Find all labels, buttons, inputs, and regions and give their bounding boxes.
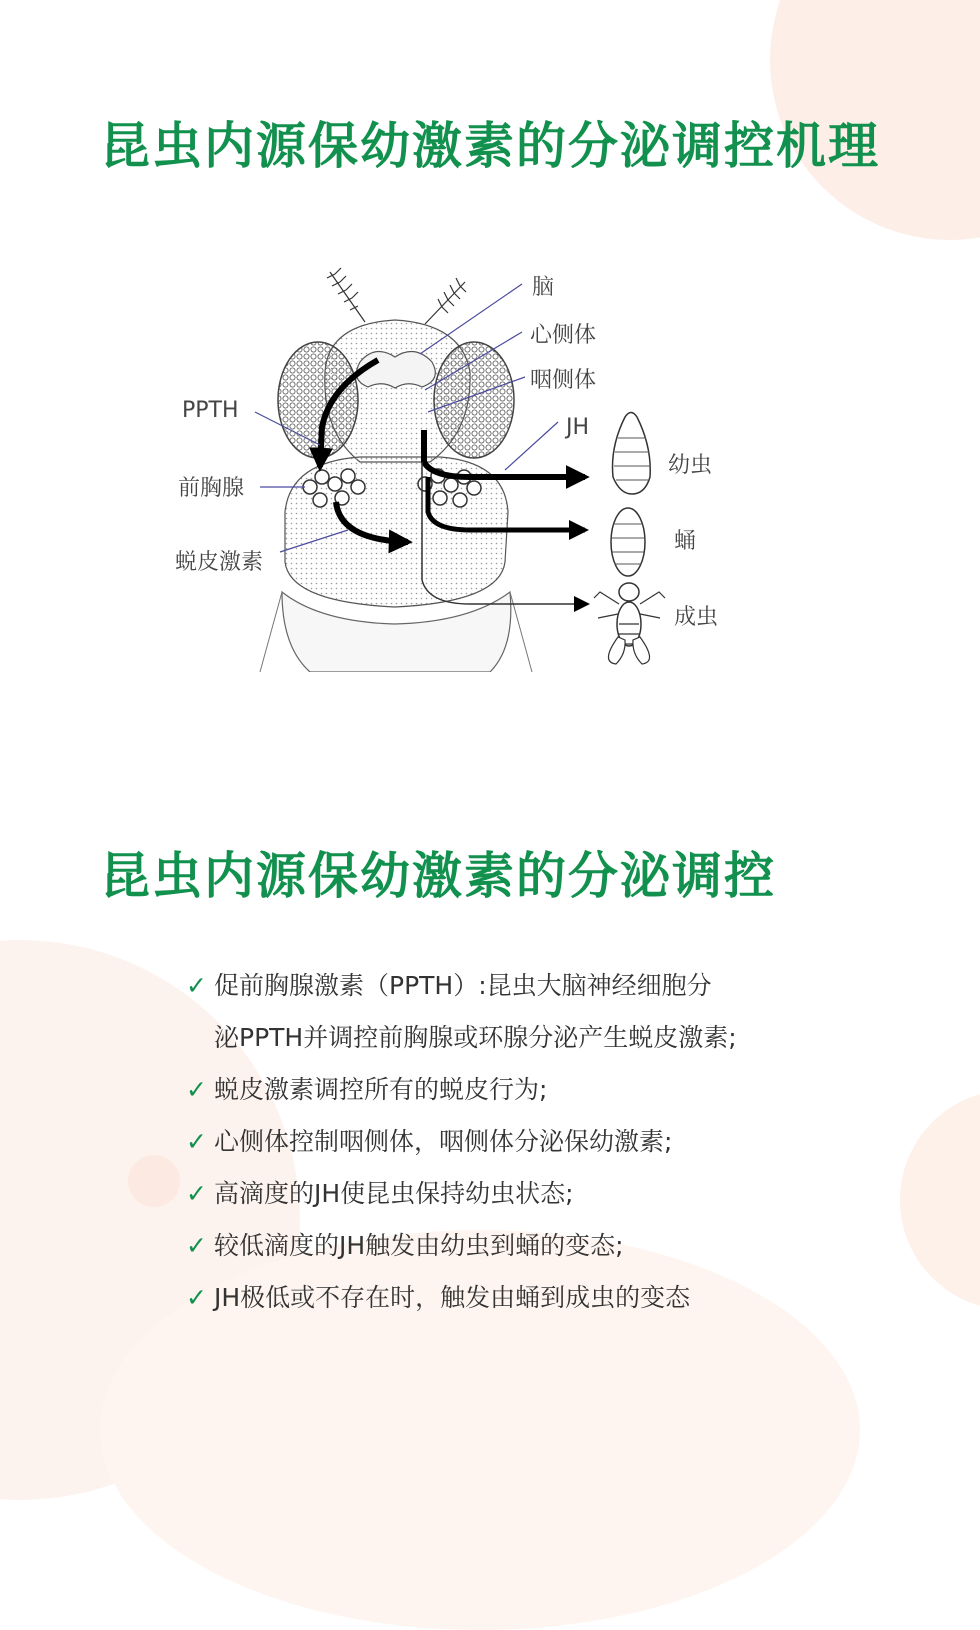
bullet-list	[186, 960, 906, 1324]
section-title: 昆虫内源保幼激素的分泌调控	[100, 847, 776, 905]
bullet-text: 较低滴度的JH触发由幼虫到蛹的变态;	[214, 1231, 624, 1260]
check-icon: ✓	[186, 1283, 207, 1312]
bullet-text: 蜕皮激素调控所有的蜕皮行为;	[214, 1075, 548, 1104]
label-adult: 成虫	[674, 605, 719, 630]
bullet-item-continuation	[186, 1012, 906, 1064]
label-ppth: PPTH	[182, 398, 239, 423]
check-icon: ✓	[186, 971, 207, 1000]
pupa-illustration	[611, 508, 645, 576]
bullet-text: JH极低或不存在时，触发由蛹到成虫的变态	[214, 1283, 691, 1312]
label-larva: 幼虫	[668, 453, 713, 478]
compound-eye-left	[278, 342, 358, 458]
label-brain: 脑	[532, 275, 555, 300]
bullet-item	[186, 1116, 906, 1168]
check-icon: ✓	[186, 1127, 207, 1156]
compound-eye-right	[434, 342, 514, 458]
background-blob-right	[900, 1090, 980, 1310]
bullet-item	[186, 1064, 906, 1116]
brain-lobes	[356, 352, 435, 388]
larva-illustration	[613, 413, 651, 495]
label-prothoracic-gland: 前胸腺	[178, 476, 245, 501]
bullet-item	[186, 1272, 906, 1324]
bullet-item	[186, 1220, 906, 1272]
bullet-text: 促前胸腺激素（PPTH）:昆虫大脑神经细胞分	[214, 971, 712, 1000]
label-pupa: 蛹	[674, 529, 697, 554]
antennae	[327, 268, 466, 324]
adult-fly-illustration	[594, 583, 665, 664]
check-icon-placeholder	[186, 1012, 214, 1064]
label-ecdysone: 蜕皮激素	[175, 550, 264, 575]
bullet-text: 高滴度的JH使昆虫保持幼虫状态;	[214, 1179, 574, 1208]
background-dot-small	[128, 1155, 180, 1207]
bullet-item	[186, 960, 906, 1012]
check-icon: ✓	[186, 1075, 207, 1104]
label-corpora-cardiaca: 心侧体	[530, 323, 597, 348]
check-icon: ✓	[186, 1179, 207, 1208]
main-title: 昆虫内源保幼激素的分泌调控机理	[100, 117, 880, 175]
bullet-text: 泌PPTH并调控前胸腺或环腺分泌产生蜕皮激素;	[214, 1023, 737, 1052]
label-jh: JH	[566, 415, 590, 440]
jh-regulation-diagram	[170, 262, 770, 672]
bullet-item	[186, 1168, 906, 1220]
label-corpora-allata: 咽侧体	[530, 368, 597, 393]
bullet-text: 心侧体控制咽侧体，咽侧体分泌保幼激素;	[214, 1127, 673, 1156]
check-icon: ✓	[186, 1231, 207, 1260]
